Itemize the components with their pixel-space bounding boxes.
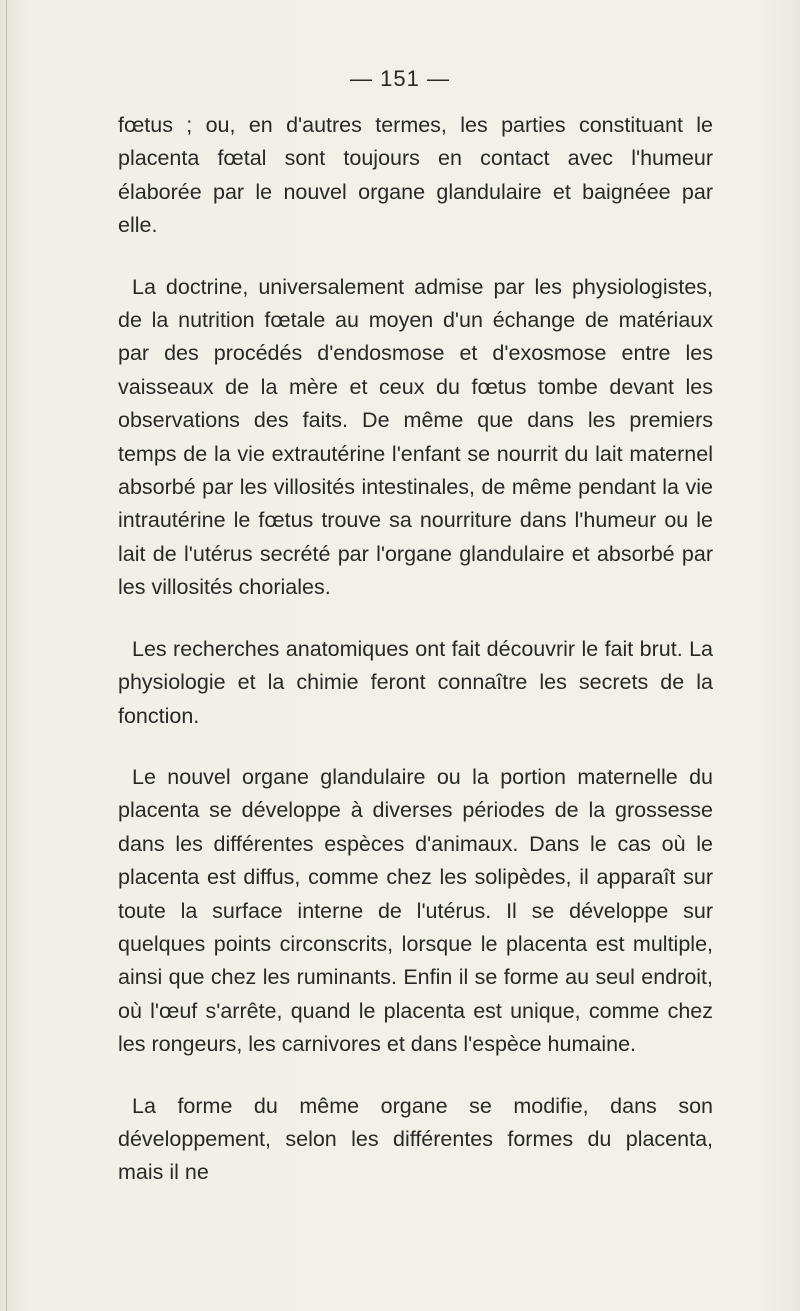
page-gutter-edge [6,0,7,1311]
page-number: — 151 — [350,66,450,91]
paragraph-2: La doctrine, universalement admise par les physiologistes, de la nutrition fœtale au moyen d'un échange de matériaux par des procédés d'endosmose et d'exosmose entre les vaisseaux de la mère et ceux du fœtus tombe devant les observations des faits. De même que dans les premiers temps de la vie extrautérine l'enfant se nourrit du lait maternel absorbé par les villosités intestinales, de même pendant la vie intrautérine le fœtus trouve sa nourriture dans l'humeur ou le lait de l'utérus secrété par l'organe glandulaire et absorbé par les villosités choriales. [118,274,713,600]
body-text [118,109,713,1218]
paragraph-5: La forme du même organe se modifie, dans son développement, selon les différentes formes du placenta, mais il ne [118,1093,713,1185]
paragraph-1: fœtus ; ou, en d'autres termes, les parties constituant le placenta fœtal sont toujours en contact avec l'humeur élaborée par le nouvel organe glandulaire et baignéee par elle. [118,113,713,238]
paragraph-4: Le nouvel organe glandulaire ou la portion maternelle du placenta se développe à diverses périodes de la grossesse dans les différentes espèces d'animaux. Dans le cas où le placenta est diffus, comme chez les solipèdes, il apparaît sur toute la surface interne de l'utérus. Il se développe sur quelques points circonscrits, lorsque le placenta est multiple, ainsi que chez les ruminants. Enfin il se forme au seul endroit, où l'œuf s'arrête, quand le placenta est unique, comme chez les rongeurs, les carnivores et dans l'espèce humaine. [118,764,713,1057]
paragraph-3: Les recherches anatomiques ont fait découvrir le fait brut. La physiologie et la chimie feront connaître les secrets de la fonction. [118,636,713,728]
